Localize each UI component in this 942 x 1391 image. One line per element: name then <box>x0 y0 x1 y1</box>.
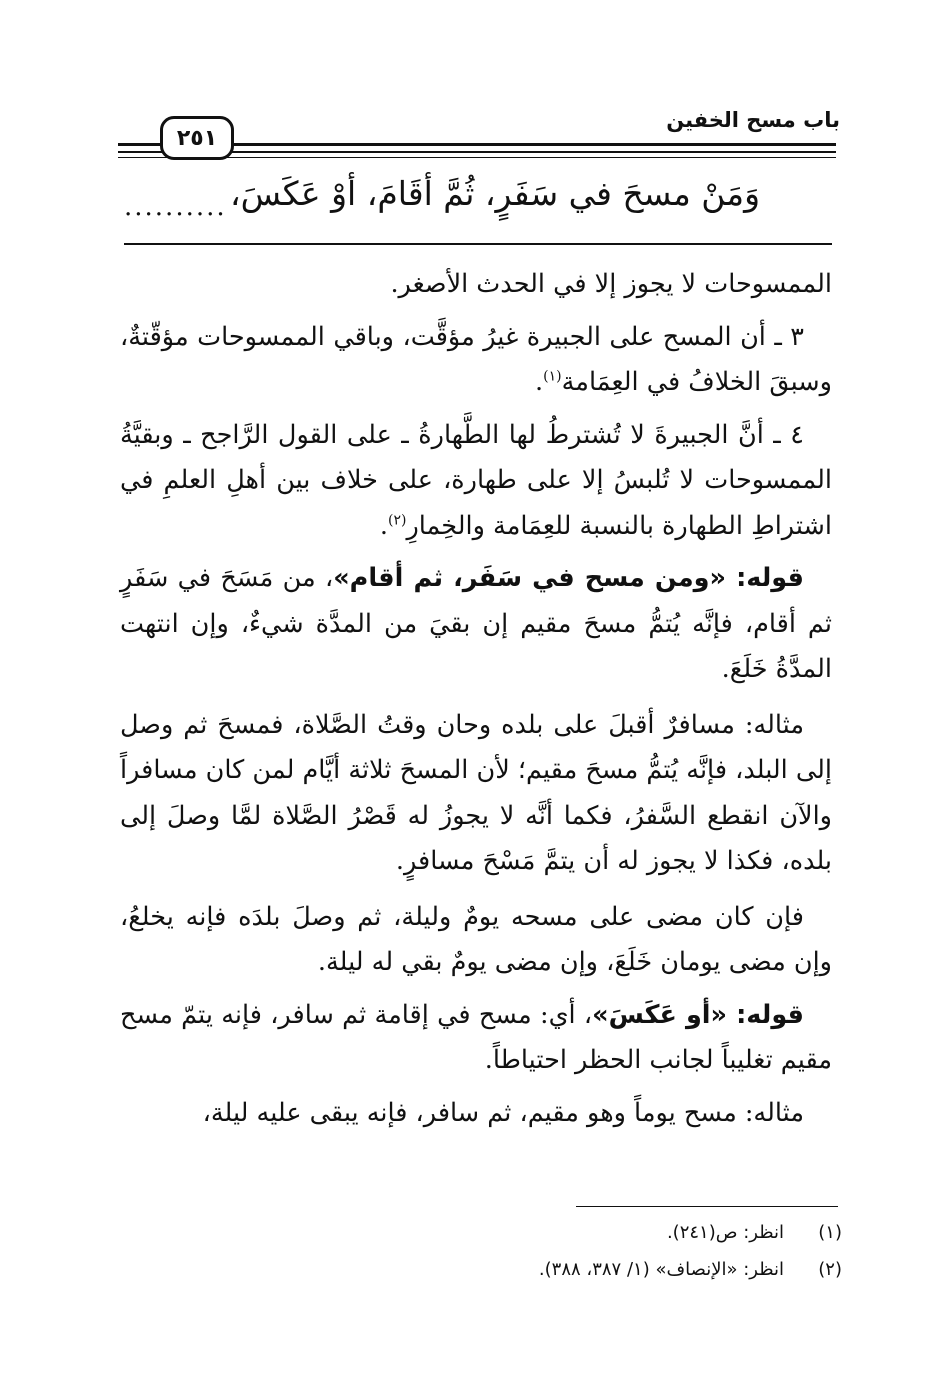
matn-text: وَمَنْ مسحَ في سَفَرٍ، ثُمَّ أقَامَ، أوْ عَكَسَ، <box>229 174 760 213</box>
paragraph: ٤ ـ أنَّ الجبيرةَ لا تُشترطُ لها الطَّهارةُ ـ على القول الرَّاجح ـ وبقيَّةُ الممسوحات لا تُلبسُ إلا على طهارة، على خلاف بين أهلِ العلمِ في اشتراطِ الطهارة بالنسبة للعِمَامة والخِمارِ$^{(٢)}$. <box>120 419 832 541</box>
matn-dots: .......... <box>124 192 227 222</box>
paragraph <box>120 556 832 693</box>
quote-keyword: قوله: «أو عَكَسَ» <box>592 999 804 1030</box>
paragraph-text: فإن كان مضى على مسحه يومٌ وليلة، ثم وصلَ بلدَه فإنه يخلعُ، وإن مضى يومان خَلَعَ، وإن مضى يومٌ بقي له ليلة. <box>120 901 832 977</box>
chapter-title: باب مسح الخفين <box>666 108 840 132</box>
footnote-text: انظر: «الإنصاف» (١/ ٣٨٧، ٣٨٨). <box>538 1259 784 1280</box>
paragraph-text: مثاله: مسح يوماً وهو مقيم، ثم سافر، فإنه يبقى عليه ليلة، <box>202 1097 804 1128</box>
paragraph-text: الممسوحات لا يجوز إلا في الحدث الأصغر. <box>390 269 832 299</box>
quote-keyword: قوله: «ومن مسح في سَفَر، ثم أقام» <box>333 563 804 593</box>
paragraph-text: ٤ ـ أنَّ الجبيرةَ لا تُشترطُ لها الطَّهارةُ ـ على القول الرَّاجح ـ وبقيَّةُ الممسوحات لا تُلبسُ إلا على طهارة، على خلاف بين أهلِ العلمِ في اشتراطِ الطهارة بالنسبة للعِمَامة والخِمارِ <box>120 419 832 541</box>
paragraph-text: ، أي: مسح في إقامة ثم سافر، فإنه يتمّ مسح مقيم تغليباً لجانب الحظر احتياطاً. <box>120 999 832 1075</box>
footnote-number: (١) <box>818 1222 842 1243</box>
footnote-ref[interactable]: (٢) <box>388 512 407 528</box>
paragraph <box>120 993 832 1084</box>
footnotes <box>142 1214 842 1288</box>
paragraph: ٣ ـ أن المسح على الجبيرة غيرُ مؤقَّت، وباقي الممسوحات مؤقّتةٌ، وسبقَ الخلافُ في العِمَامة$^{(١)}$. <box>120 321 832 397</box>
page-number: ٢٥١ <box>160 116 234 160</box>
paragraph-text: مثاله: مسافرٌ أقبلَ على بلده وحان وقتُ الصَّلاة، فمسحَ ثم وصل إلى البلد، فإنَّه يُتمُّ مسحَ مقيم؛ لأن المسحَ ثلاثة أيَّام لمن كان مسافراً والآن انقطع السَّفرُ، فكما أنَّه لا يجوزُ له قَصْرُ الصَّلاة لمَّا وصلَ إلى بلده، فكذا لا يجوز له أن يتمَّ مَسْحَ مسافرٍ. <box>120 709 832 876</box>
paragraph <box>120 1091 832 1137</box>
footnote-ref[interactable]: (١) <box>543 368 562 385</box>
paragraph-text: ، من مَسَحَ في سَفَرٍ ثم أقام، فإنَّه يُتمُّ مسحَ مقيم إن بقيَ من المدَّة شيءٌ، وإن انتهت المدَّةُ خَلَعَ. <box>120 563 832 684</box>
footnote <box>142 1214 842 1251</box>
paragraph <box>120 262 832 308</box>
footnote-text: انظر: ص(٢٤١). <box>666 1222 784 1243</box>
paragraph <box>120 895 832 986</box>
paragraph-text: ٣ ـ أن المسح على الجبيرة غيرُ مؤقَّت، وباقي الممسوحات مؤقّتةٌ، وسبقَ الخلافُ في العِمَامة <box>120 321 832 397</box>
paragraph <box>120 703 832 885</box>
matn-divider <box>124 243 832 245</box>
footnote <box>142 1251 842 1288</box>
footnote-divider <box>576 1206 838 1207</box>
commentary-body <box>120 262 832 1143</box>
footnote-number: (٢) <box>818 1259 842 1280</box>
